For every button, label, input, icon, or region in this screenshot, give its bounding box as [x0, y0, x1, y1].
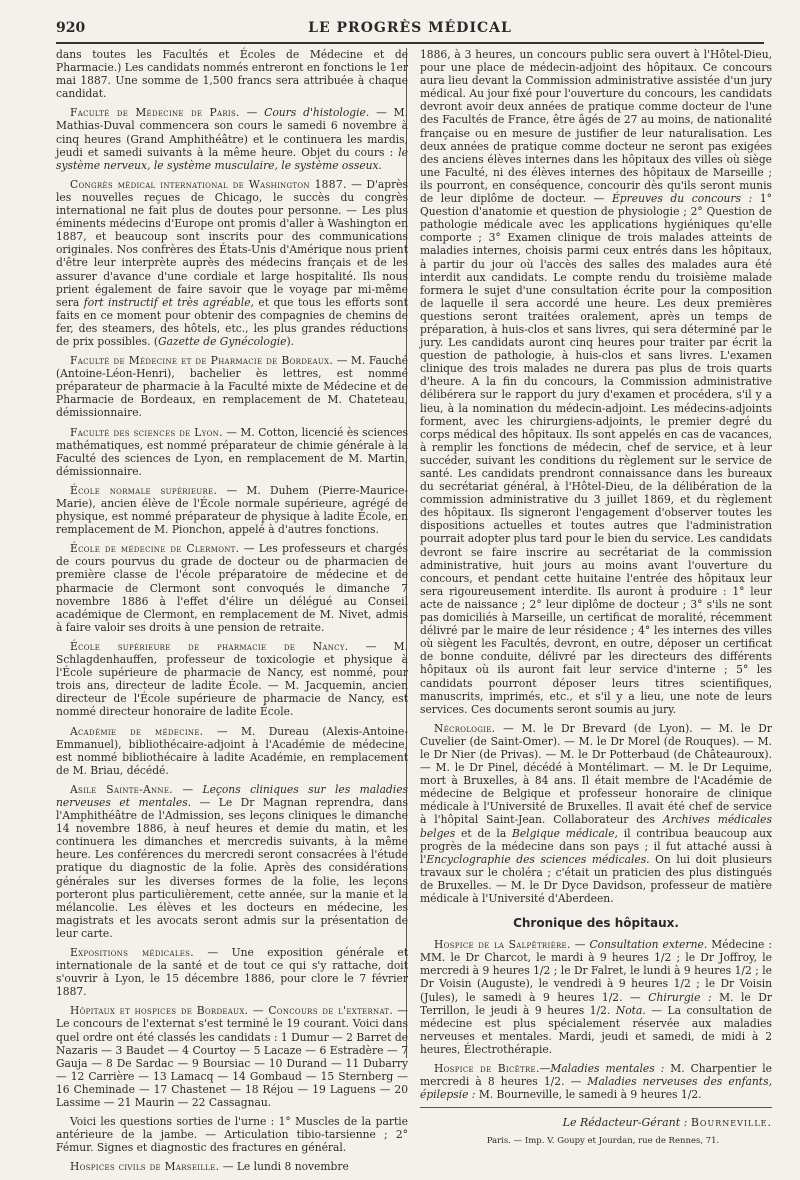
separator-rule — [420, 1107, 772, 1108]
item-expositions: Expositions médicales. — Une exposition générale et internationale de la santé et de tout ce qui s'y rattache, doit s'ouvrir à Lyon, le 15 décembre 1886, pour clore le 7 février 1887. — [56, 946, 408, 999]
item-faculte-paris: Faculté de Médecine de Paris. — Cours d'histologie. — M. Mathias-Duval commencera son cours le samedi 6 novembre à cinq heures (Grand Amphithéâtre) et le continuera les mardis, jeudi et samedi suivants à la même heure. Objet du cours : le système nerveux, le système musculaire, le système osseux. — [56, 106, 408, 172]
item-hospices-marseille: Hospices civils de Marseille. — Le lundi 8 novembre — [70, 1160, 349, 1174]
item-congres-washington: Congrès médical international de Washington 1887. — D'après les nouvelles reçues de Chicago, le succès du congrès international ne fait plus de doutes pour personne. — Les plus éminents médecins d'Europe ont promis d'aller à Washington en 1887, et beaucoup sont inscrits pour des communications originales. Nos confrères des États-Unis d'Amérique nous prient d'être leur interprète auprès des médecins français et de les assurer d'avance d'une cordiale et large hospitalité. Ils nous prient également de faire savoir que le voyage par mi-même sera fort instructif et très agréable, et que tous les efforts sont faits en ce moment pour obtenir des compagnies de chemins de fer, des steamers, des hôtels, etc., les plus grandes réductions de prix possibles. (Gazette de Gynécologie). — [56, 177, 408, 348]
page-number: 920 — [56, 20, 86, 36]
right-column — [420, 48, 772, 1155]
signature: Le Rédacteur-Gérant : Bourneville. — [562, 1116, 772, 1130]
item-faculte-bordeaux: Faculté de Médecine et de Pharmacie de Bordeaux. — M. Fauché (Antoine-Léon-Henri), bachelier ès lettres, est nommé préparateur de pharmacie à la Faculté mixte de Médecine et de Pharmacie de Bordeaux, en remplacement de M. Chateteau, démissionnaire. — [56, 354, 408, 420]
item-salpetriere: Hospice de la Salpêtrière. — Consultation externe. Médecine : MM. le Dr Charcot, le mardi à 9 heures 1/2 ; le Dr Joffroy, le mercredi à 9 heures 1/2 ; le Dr Falret, le lundi à 9 heures 1/2 ; le Dr Voisin (Auguste), le vendredi à 9 heures 1/2 ; le Dr Voisin (Jules), le samedi à 9 heures 1/2. — Chirurgie : M. le Dr Terrillon, le jeudi à 9 heures 1/2. Nota. — La consultation de médecine est plus spécialement réservée aux maladies nerveuses et mentales. Mardi, jeudi et samedi, de midi à 2 heures, Électrothérapie. — [420, 938, 773, 1056]
item-ecole-clermont: École de médecine de Clermont. — Les professeurs et chargés de cours pourvus du grade de docteur ou de pharmacien de première classe de l'école préparatoire de médecine et de pharmacie de Clermont sont convoqués le dimanche 7 novembre 1886 à l'effet d'élire un délégué au Conseil académique de Clermont, en remplacement de M. Nivet, admis à faire valoir ses droits à une pension de retraite. — [56, 542, 408, 634]
left-column — [56, 48, 408, 1180]
item-necrologie: Nécrologie. — M. le Dr Brevard (de Lyon). — M. le Dr Cuvelier (de Saint-Omer). — M. le Dr Morel (de Rouques). — M. le Dr Nier (de Privas). — M. le Dr Potterbaud (de Châteauroux). — M. le Dr Pinel, décédé à Montélimart. — M. le Dr Lequime, mort à Bruxelles, à 84 ans. Il était membre de l'Académie de médecine de Belgique et professeur honoraire de clinique médicale à l'Université de Bruxelles. Il avait été chef de service à l'hôpital Saint-Jean. Collaborateur des Archives médicales belges et de la Belgique médicale, il contribua beaucoup aux progrès de la médecine dans son pays ; il fut attaché aussi à l'Encyclographie des sciences médicales. On lui doit plusieurs travaux sur le choléra ; c'était un praticien des plus distingués de Bruxelles. — M. le Dr Dyce Davidson, professeur de matière médicale à l'Université d'Aberdeen. — [420, 721, 772, 905]
item-hopitaux-bordeaux: Hôpitaux et hospices de Bordeaux. — Concours de l'externat. — Le concours de l'externat s'est terminé le 19 courant. Voici dans quel ordre ont été classés les candidats : 1 Dumur — 2 Barret de Nazaris — 3 Baudet — 4 Courtoy — 5 Lacaze — 6 Estradère — 7 Gauja — 8 De Sardac — 9 Boursiac — 10 Durand — 11 Dubarry — 12 Carrière — 13 Lamacq — 14 Gombaud — 15 Sternberg — 16 Cheminade — 17 Chastenet — 18 Réjou — 19 Laguens — 20 Lassime — 21 Maurin — 22 Cassagnau. — [56, 1004, 408, 1110]
item-asile-sainte-anne: Asile Sainte-Anne. — Leçons cliniques sur les maladies nerveuses et mentales. — Le Dr Magnan reprendra, dans l'Amphithéâtre de l'Admission, ses leçons cliniques le dimanche 14 novembre 1886, à neuf heures et demie du matin, et les continuera les dimanches et mercredis suivants, à la même heure. Les conférences du mercredi seront consacrées à l'étude pratique du diagnostic de la folie. Après des considérations générales sur les diverses formes de la folie, les leçons porteront plus particulièrement, cette année, sur la manie et la mélancolie. Les élèves et les docteurs en médecine, les magistrats et les avocats seront admis sur la présentation de leur carte. — [56, 782, 409, 940]
item-bicetre: Hospice de Bicêtre.—Maladies mentales : M. Charpentier le mercredi à 8 heures 1/2. — Maladies nerveuses des enfants, épilepsie : M. Bourneville, le samedi à 9 heures 1/2. — [420, 1062, 773, 1102]
item-ecole-normale: École normale supérieure. — M. Duhem (Pierre-Maurice-Marie), ancien élève de l'École normale supérieure, agrégé de physique, est nommé préparateur de physique à ladite École, en remplacement de M. Pionchon, appelé à d'autres fonctions. — [56, 483, 409, 537]
item-pharmacie-nancy: École supérieure de pharmacie de Nancy. — M. Schlagdenhauffen, professeur de toxicologie et physique à l'École supérieure de pharmacie de Nancy, est nommé, pour trois ans, directeur de ladite École. — M. Jacquemin, ancien directeur de l'École supérieure de pharmacie de Nancy, est nommé directeur honoraire de ladite École. — [56, 639, 408, 719]
item-questions: Voici les questions sorties de l'urne : 1° Muscles de la partie antérieure de la jambe. — Articulation tibio-tarsienne ; 2° Fémur. Signes et diagnostic des fractures en général. — [56, 1115, 408, 1155]
paragraph-continuation: dans toutes les Facultés et Écoles de Médecine et de Pharmacie.) Les candidats nommés entreront en fonctions le 1er mai 1887. Une somme de 1,500 francs sera attribuée à chaque candidat. — [56, 48, 408, 101]
marseille-continuation: 1886, à 3 heures, un concours public sera ouvert à l'Hôtel-Dieu, pour une place de médecin-adjoint des hôpitaux. Ce concours aura lieu devant la Commission administrative assistée d'un jury médical. Au jour fixé pour l'ouverture du concours, les candidats devront avoir deux années de pratique comme docteur de l'une des Facultés de France, être âgés de 27 au moins, de nationalité française ou en mesure de justifier de leur naturalisation. Les deux années de pratique comme docteur ne seront pas exigées des anciens élèves internes dans les hôpitaux des villes où siège une Faculté, ni des élèves internes des hôpitaux de Marseille ; ils pourront, en conséquence, concourir dès qu'ils seront munis de leur diplôme de docteur. — Épreuves du concours : 1° Question d'anatomie et question de physiologie ; 2° Question de pathologie médicale avec les applications hygiéniques qu'elle comporte ; 3° Examen clinique de trois malades atteints de maladies internes, choisis parmi ceux entrés dans les hôpitaux, à partir du jour où l'accès des salles des malades aura été interdit aux candidats. Le compte rendu du troisième malade formera le sujet d'une consultation écrite pour la composition de laquelle il sera accordé une heure. Les deux premières questions seront traitées oralement, après un temps de préparation, à huis-clos et sans livres, qui sera déterminé par le jury. Les candidats auront cinq heures pour traiter par écrit la question de pathologie, à huis-clos et sans livres. L'examen clinique des trois malades ne durera pas plus de trois quarts d'heure. A la fin du concours, la Commission administrative délibérera sur le rapport du jury d'examen et procédera, s'il y a lieu, à la nomination du médecin-adjoint. Les médecins-adjoints forment, avec les chirurgiens-adjoints, le premier degré du corps médical des hôpitaux. Ils sont appelés en cas de vacances, à remplir les fonctions de médecin, chef de service, et à leur succéder, suivant les conditions du règlement sur le service de santé. Les candidats prendront connaissance dans les bureaux du secrétariat général, à l'Hôtel-Dieu, de la délibération de la commission administrative du 3 juillet 1869, et du règlement des hôpitaux. Ils signeront l'engagement d'observer toutes les dispositions actuelles et toutes autres que l'administration pourrait adopter plus tard pour le bien du service. Les candidats devront se faire inscrire au secrétariat de la commission administrative, huit jours au moins avant l'ouverture du concours, et pendant cette huitaine l'entrée des hôpitaux leur sera rigoureusement interdite. Ils auront à produire : 1° leur acte de naissance ; 2° leur diplôme de docteur ; 3° s'ils ne sont pas domiciliés à Marseille, un certificat de moralité, récemment délivré par le maire de leur résidence ; 4° les internes des villes où siègent les Facultés, devront, en outre, déposer un certificat de bonne conduite, délivré par les directeurs des différents hôpitaux où ils auront fait leur service d'interne ; 5° les candidats pourront déposer leurs titres scientifiques, manuscrits, imprimés, etc., et s'il y a lieu, une note de leurs services. Ces documents seront soumis au jury. — [420, 48, 772, 716]
imprint-line: Paris. — Imp. V. Goupy et Jourdan, rue de Rennes, 71. — [486, 1136, 720, 1147]
page-header — [56, 20, 764, 44]
item-faculte-lyon: Faculté des sciences de Lyon. — M. Cotton, licencié ès sciences mathématiques, est nommé préparateur de chimie générale à la Faculté des sciences de Lyon, en remplacement de M. Martin, démissionnaire. — [56, 425, 408, 478]
item-academie-medecine: Académie de médecine. — M. Dureau (Alexis-Antoine-Emmanuel), bibliothécaire-adjoint à l'Académie de médecine, est nommé bibliothécaire à ladite Académie, en remplacement de M. Briau, décédé. — [56, 724, 408, 777]
section-title-chronique: Chronique des hôpitaux. — [513, 916, 679, 931]
running-title: LE PROGRÈS MÉDICAL — [308, 20, 512, 36]
